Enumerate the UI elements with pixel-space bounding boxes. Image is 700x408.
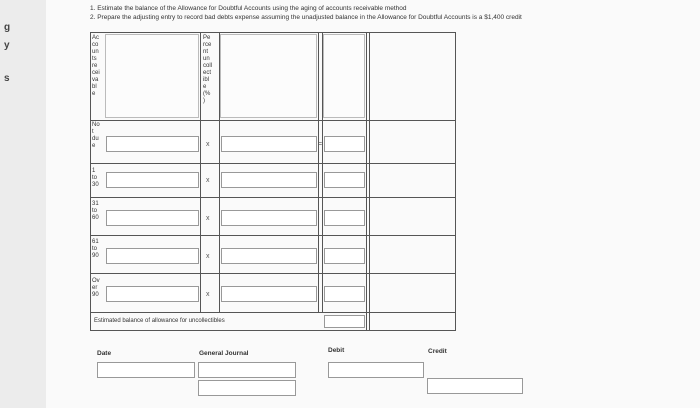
result-input[interactable]	[324, 248, 365, 264]
percent-input[interactable]	[221, 286, 317, 302]
row-label-61-90: 61 to 90	[92, 239, 99, 259]
amount-input[interactable]	[106, 286, 199, 302]
multiply-sign: x	[206, 141, 210, 148]
row-label-1-30: 1 to 30	[92, 168, 99, 188]
col-credit: Credit	[428, 348, 447, 355]
instruction-2: 2. Prepare the adjusting entry to record bad debts expense assuming the unadjusted balance in the Allowance for Doubtful Accounts is a $1,400 credit	[90, 14, 522, 21]
amount-input[interactable]	[106, 172, 199, 188]
multiply-sign: x	[206, 177, 210, 184]
total-label: Estimated balance of allowance for uncollectibles	[94, 318, 225, 324]
result-input[interactable]	[324, 210, 365, 226]
amount-input[interactable]	[106, 248, 199, 264]
question-panel	[46, 0, 700, 408]
row-label-over-90: Ov er 90	[92, 278, 100, 298]
multiply-sign: x	[206, 215, 210, 222]
result-input[interactable]	[324, 286, 365, 302]
debit-input[interactable]	[328, 362, 424, 378]
sidebar-fragment: s	[4, 73, 10, 84]
multiply-sign: x	[206, 253, 210, 260]
sidebar-fragment: g	[4, 22, 11, 33]
account-input[interactable]	[198, 362, 296, 378]
account-input[interactable]	[198, 380, 296, 396]
header-input[interactable]	[220, 34, 317, 118]
col-date: Date	[97, 350, 112, 357]
percent-input[interactable]	[221, 210, 317, 226]
total-input[interactable]	[324, 315, 365, 328]
row-label-31-60: 31 to 60	[92, 201, 99, 221]
instruction-1: 1. Estimate the balance of the Allowance for Doubtful Accounts using the aging of accounts receivable method	[90, 5, 407, 12]
equals-sign: =	[318, 141, 323, 148]
col-general-journal: General Journal	[199, 350, 249, 357]
result-input[interactable]	[324, 136, 365, 152]
amount-input[interactable]	[106, 136, 199, 152]
percent-input[interactable]	[221, 172, 317, 188]
percent-input[interactable]	[221, 136, 317, 152]
header-accounts-receivable: Ac co un ts re cei va bl e	[92, 35, 100, 97]
left-sidebar	[0, 0, 46, 408]
credit-input[interactable]	[427, 378, 523, 394]
result-input[interactable]	[324, 172, 365, 188]
row-label-not-due: No t du e	[92, 122, 100, 149]
header-percent-uncollectible: Pe rce nt un coll ect ibl e (% )	[203, 35, 213, 104]
col-debit: Debit	[328, 347, 345, 354]
multiply-sign: x	[206, 291, 210, 298]
header-input[interactable]	[105, 34, 199, 118]
sidebar-fragment: y	[4, 40, 10, 51]
date-input[interactable]	[97, 362, 195, 378]
percent-input[interactable]	[221, 248, 317, 264]
amount-input[interactable]	[106, 210, 199, 226]
header-input[interactable]	[323, 34, 365, 118]
